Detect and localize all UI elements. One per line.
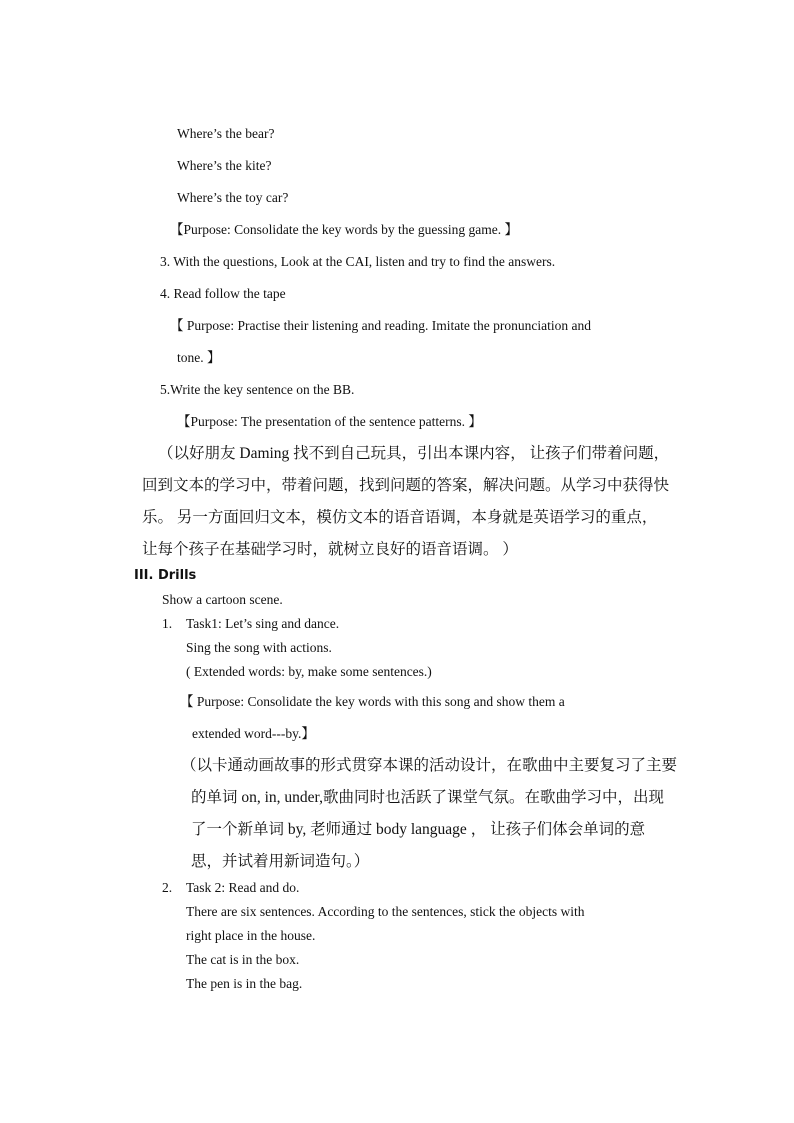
question-bear: Where’s the bear? <box>177 126 275 141</box>
task2-instructions-line-1: There are six sentences. According to the sentences, stick the objects with <box>186 904 585 919</box>
show-cartoon-scene: Show a cartoon scene. <box>162 592 283 607</box>
step-5: 5.Write the key sentence on the BB. <box>160 382 355 397</box>
chinese-note-1-line-3: 乐。 另一方面回归文本，模仿文本的语音语调，本身就是英语学习的重点， <box>142 509 658 526</box>
task2-sentence-cat: The cat is in the box. <box>186 952 300 967</box>
question-toy-car: Where’s the toy car? <box>177 190 289 205</box>
purpose-consolidate-guessing: 【Purpose: Consolidate the key words by the guessing game. 】 <box>170 222 518 237</box>
purpose-practise-line-2: tone. 】 <box>177 350 221 365</box>
step-4: 4. Read follow the tape <box>160 286 286 301</box>
task1-title: Task1: Let’s sing and dance. <box>186 616 340 631</box>
chinese-note-1-line-1: （以好朋友 Daming 找不到自己玩具，引出本课内容， 让孩子们带着问题， <box>158 445 670 462</box>
step-3: 3. With the questions, Look at the CAI, listen and try to find the answers. <box>160 254 556 269</box>
chinese-note-1-line-2: 回到文本的学习中，带着问题，找到问题的答案，解决问题。从学习中获得快 <box>142 477 670 494</box>
task1-number: 1. <box>162 616 173 631</box>
task1-sing: Sing the song with actions. <box>186 640 332 655</box>
task2-sentence-pen: The pen is in the bag. <box>186 976 303 991</box>
purpose-practise-line-1: 【 Purpose: Practise their listening and reading. Imitate the pronunciation and <box>170 318 592 333</box>
chinese-note-2-line-4: 思，并试着用新词造句。） <box>191 853 370 870</box>
chinese-note-2-line-1: （以卡通动画故事的形式贯穿本课的活动设计，在歌曲中主要复习了主要 <box>181 757 678 774</box>
chinese-note-2-line-2: 的单词 on, in, under,歌曲同时也活跃了课堂气氛。在歌曲学习中，出现 <box>191 789 664 806</box>
task2-title: Task 2: Read and do. <box>186 880 300 895</box>
chinese-note-2-line-3: 了一个新单词 by, 老师通过 body language ， 让孩子们体会单词的意 <box>191 821 646 838</box>
chinese-note-1-line-4: 让每个孩子在基础学习时，就树立良好的语音语调。 ） <box>142 541 518 558</box>
task2-number: 2. <box>162 880 173 895</box>
purpose-song-line-1: 【 Purpose: Consolidate the key words with this song and show them a <box>180 694 565 709</box>
question-kite: Where’s the kite? <box>177 158 272 173</box>
task1-extended-words: ( Extended words: by, make some sentences.) <box>186 664 432 679</box>
purpose-presentation: 【Purpose: The presentation of the sentence patterns. 】 <box>177 414 482 429</box>
purpose-song-line-2: extended word---by.】 <box>192 726 315 741</box>
task2-instructions-line-2: right place in the house. <box>186 928 316 943</box>
section-heading-drills: III. Drills <box>134 568 197 583</box>
